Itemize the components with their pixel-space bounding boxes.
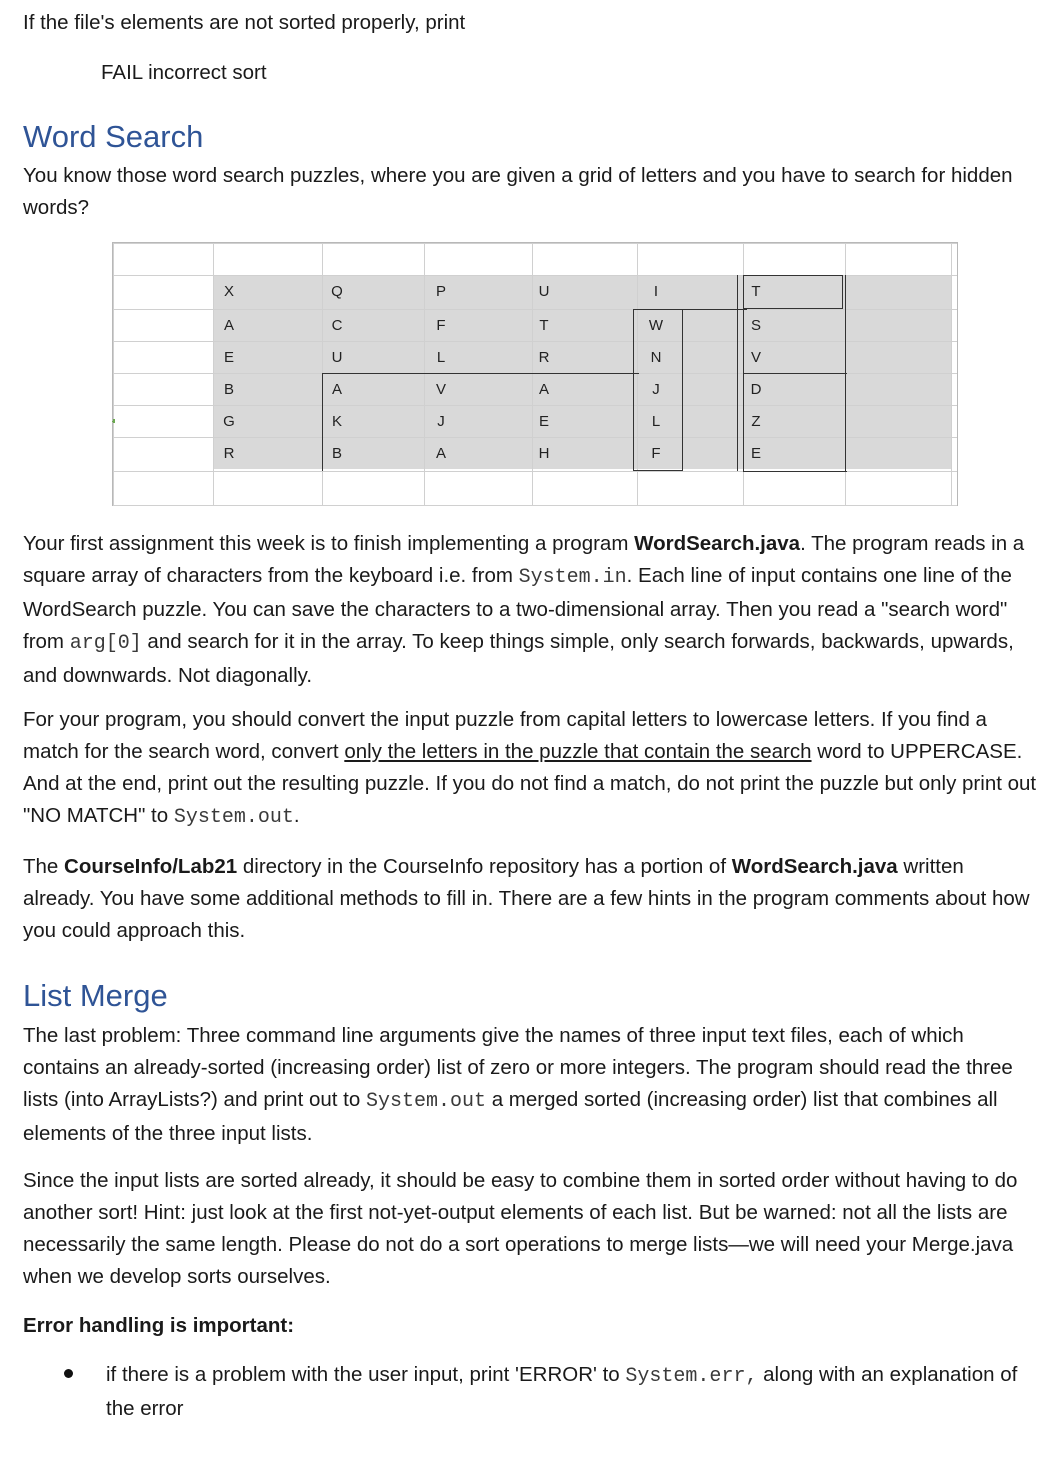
lm-p1-text: a merged sorted (increasing order) list that combines all elements of the three input lists.: [23, 1088, 998, 1145]
found-word-box: [743, 275, 843, 309]
grid-letter-cell: V: [750, 349, 761, 366]
p3-directory: CourseInfo/Lab21: [64, 855, 238, 878]
grid-letter-cell: U: [538, 283, 550, 300]
grid-letter-cell: E: [223, 349, 234, 366]
grid-row-line: [113, 405, 957, 406]
p1-text: . Each line of input contains one line of the WordSearch puzzle. You can save the characters to a two-dimensional array. Then you read a "search word" from: [23, 564, 1012, 653]
p1-code-sysin: System.in: [518, 566, 627, 589]
grid-letter-cell: J: [437, 413, 445, 430]
p2-text: word to UPPERCASE. And at the end, print out the resulting puzzle. If you do not find a match, do not print the puzzle but only print out "NO MATCH" to: [23, 740, 1037, 827]
word-search-paragraph-2: [23, 704, 1038, 834]
grid-letter-cell: T: [539, 317, 549, 334]
lm-code-sysout: System.out: [365, 1090, 486, 1113]
fail-message: FAIL incorrect sort: [101, 61, 267, 84]
p3-text: The: [23, 855, 65, 878]
list-merge-heading: List Merge: [23, 978, 168, 1013]
grid-row-line: [113, 309, 957, 310]
p1-text: and search for it in the array. To keep things simple, only search forwards, backwards, upwards, and downwards. Not diagonally.: [23, 630, 1014, 687]
grid-row-line: [113, 505, 957, 506]
p1-code-arg: arg[0]: [69, 632, 142, 655]
list-merge-paragraph-1: [23, 1020, 1038, 1150]
found-word-box: [845, 373, 846, 405]
found-word-box: [322, 373, 323, 471]
grid-letter-cell: S: [750, 317, 761, 334]
grid-letter-cell: A: [331, 381, 342, 398]
grid-letter-cell: H: [538, 445, 550, 462]
grid-letter-cell: K: [331, 413, 342, 430]
p3-text: written already. You have some additional methods to fill in. There are a few hints in the program comments about how you could approach this.: [23, 855, 1030, 942]
found-word-box: [743, 471, 847, 472]
grid-letter-cell: C: [331, 317, 343, 334]
p2-text: .: [293, 804, 300, 827]
grid-letter-cell: A: [538, 381, 549, 398]
grid-row-line: [113, 341, 957, 342]
grid-letter-cell: X: [223, 283, 234, 300]
word-search-paragraph-3: [23, 851, 1038, 947]
p3-filename: WordSearch.java: [731, 855, 898, 878]
grid-row-line: [113, 437, 957, 438]
p2-underlined-text: only the letters in the puzzle that contain the search: [344, 740, 812, 763]
grid-letter-cell: P: [435, 283, 446, 300]
grid-letter-cell: J: [652, 381, 660, 398]
intro-text: If the file's elements are not sorted properly, print: [23, 11, 466, 34]
grid-letter-cell: N: [650, 349, 662, 366]
selected-cell-marker: [113, 419, 115, 423]
p2-text: For your program, you should convert the input puzzle from capital letters to lowercase letters. If you find a match for the search word, convert: [23, 708, 987, 763]
grid-letter-cell: L: [436, 349, 446, 366]
grid-letter-cell: D: [750, 381, 762, 398]
found-word-box: [743, 373, 847, 374]
error-bullet-item: [106, 1359, 1036, 1425]
bullet-text: along with an explanation of the error: [106, 1363, 1018, 1420]
lm-p1-text: The last problem: Three command line arguments give the names of three input text files, each of which contains an already-sorted (increasing order) list of zero or more integers. The program should read the three lists (into ArrayLists?) and print out to: [23, 1024, 1013, 1111]
found-word-box: [637, 309, 747, 310]
bullet-code-syserr: System.err,: [625, 1365, 758, 1388]
grid-letter-cell: F: [651, 445, 661, 462]
grid-letter-cell: E: [750, 445, 761, 462]
word-search-heading: Word Search: [23, 119, 204, 154]
grid-row-line: [113, 243, 957, 244]
p1-text: . The program reads in a square array of characters from the keyboard i.e. from: [23, 532, 1025, 587]
p1-text: Your first assignment this week is to finish implementing a program: [23, 532, 635, 555]
found-word-box: [633, 309, 683, 471]
grid-letter-cell: A: [435, 445, 446, 462]
found-word-box: [743, 373, 744, 471]
grid-letter-cell: V: [435, 381, 446, 398]
grid-letter-cell: B: [223, 381, 234, 398]
error-handling-heading: Error handling is important:: [23, 1314, 295, 1337]
bullet-text: if there is a problem with the user input, print 'ERROR' to: [106, 1363, 626, 1386]
grid-letter-cell: L: [651, 413, 661, 430]
grid-letter-cell: R: [538, 349, 550, 366]
grid-letter-cell: I: [653, 283, 659, 300]
grid-letter-cell: E: [538, 413, 549, 430]
grid-col-line: [951, 243, 952, 505]
list-merge-paragraph-2: Since the input lists are sorted already, it should be easy to combine them in sorted order without having to do another sort! Hint: just look at the first not-yet-output elements of each list. But be warned: not all the lists are necessarily the same length. Please do not do a sort operations to merge lists—we will need your Merge.java when we develop sorts ourselves.: [23, 1169, 1018, 1288]
p3-text: directory in the CourseInfo repository has a portion of: [237, 855, 732, 878]
bullet-dot: [64, 1369, 73, 1378]
grid-letter-cell: W: [648, 317, 664, 334]
found-word-box: [737, 275, 738, 471]
grid-letter-cell: F: [436, 317, 446, 334]
grid-letter-cell: T: [751, 283, 761, 300]
grid-letter-cell: B: [331, 445, 342, 462]
word-search-paragraph-1: [23, 528, 1038, 692]
grid-col-line: [113, 243, 114, 505]
grid-letter-cell: A: [223, 317, 234, 334]
grid-letter-cell: R: [223, 445, 235, 462]
grid-letter-cell: Q: [331, 283, 343, 300]
grid-letter-cell: G: [223, 413, 235, 430]
found-word-box: [322, 373, 639, 374]
grid-letter-cell: Z: [751, 413, 761, 430]
p2-code-sysout: System.out: [173, 806, 294, 829]
word-search-intro: You know those word search puzzles, where you are given a grid of letters and you have to search for hidden words?: [23, 164, 1013, 219]
word-search-grid-figure: [112, 242, 958, 506]
p1-filename: WordSearch.java: [634, 532, 801, 555]
grid-letter-cell: U: [331, 349, 343, 366]
